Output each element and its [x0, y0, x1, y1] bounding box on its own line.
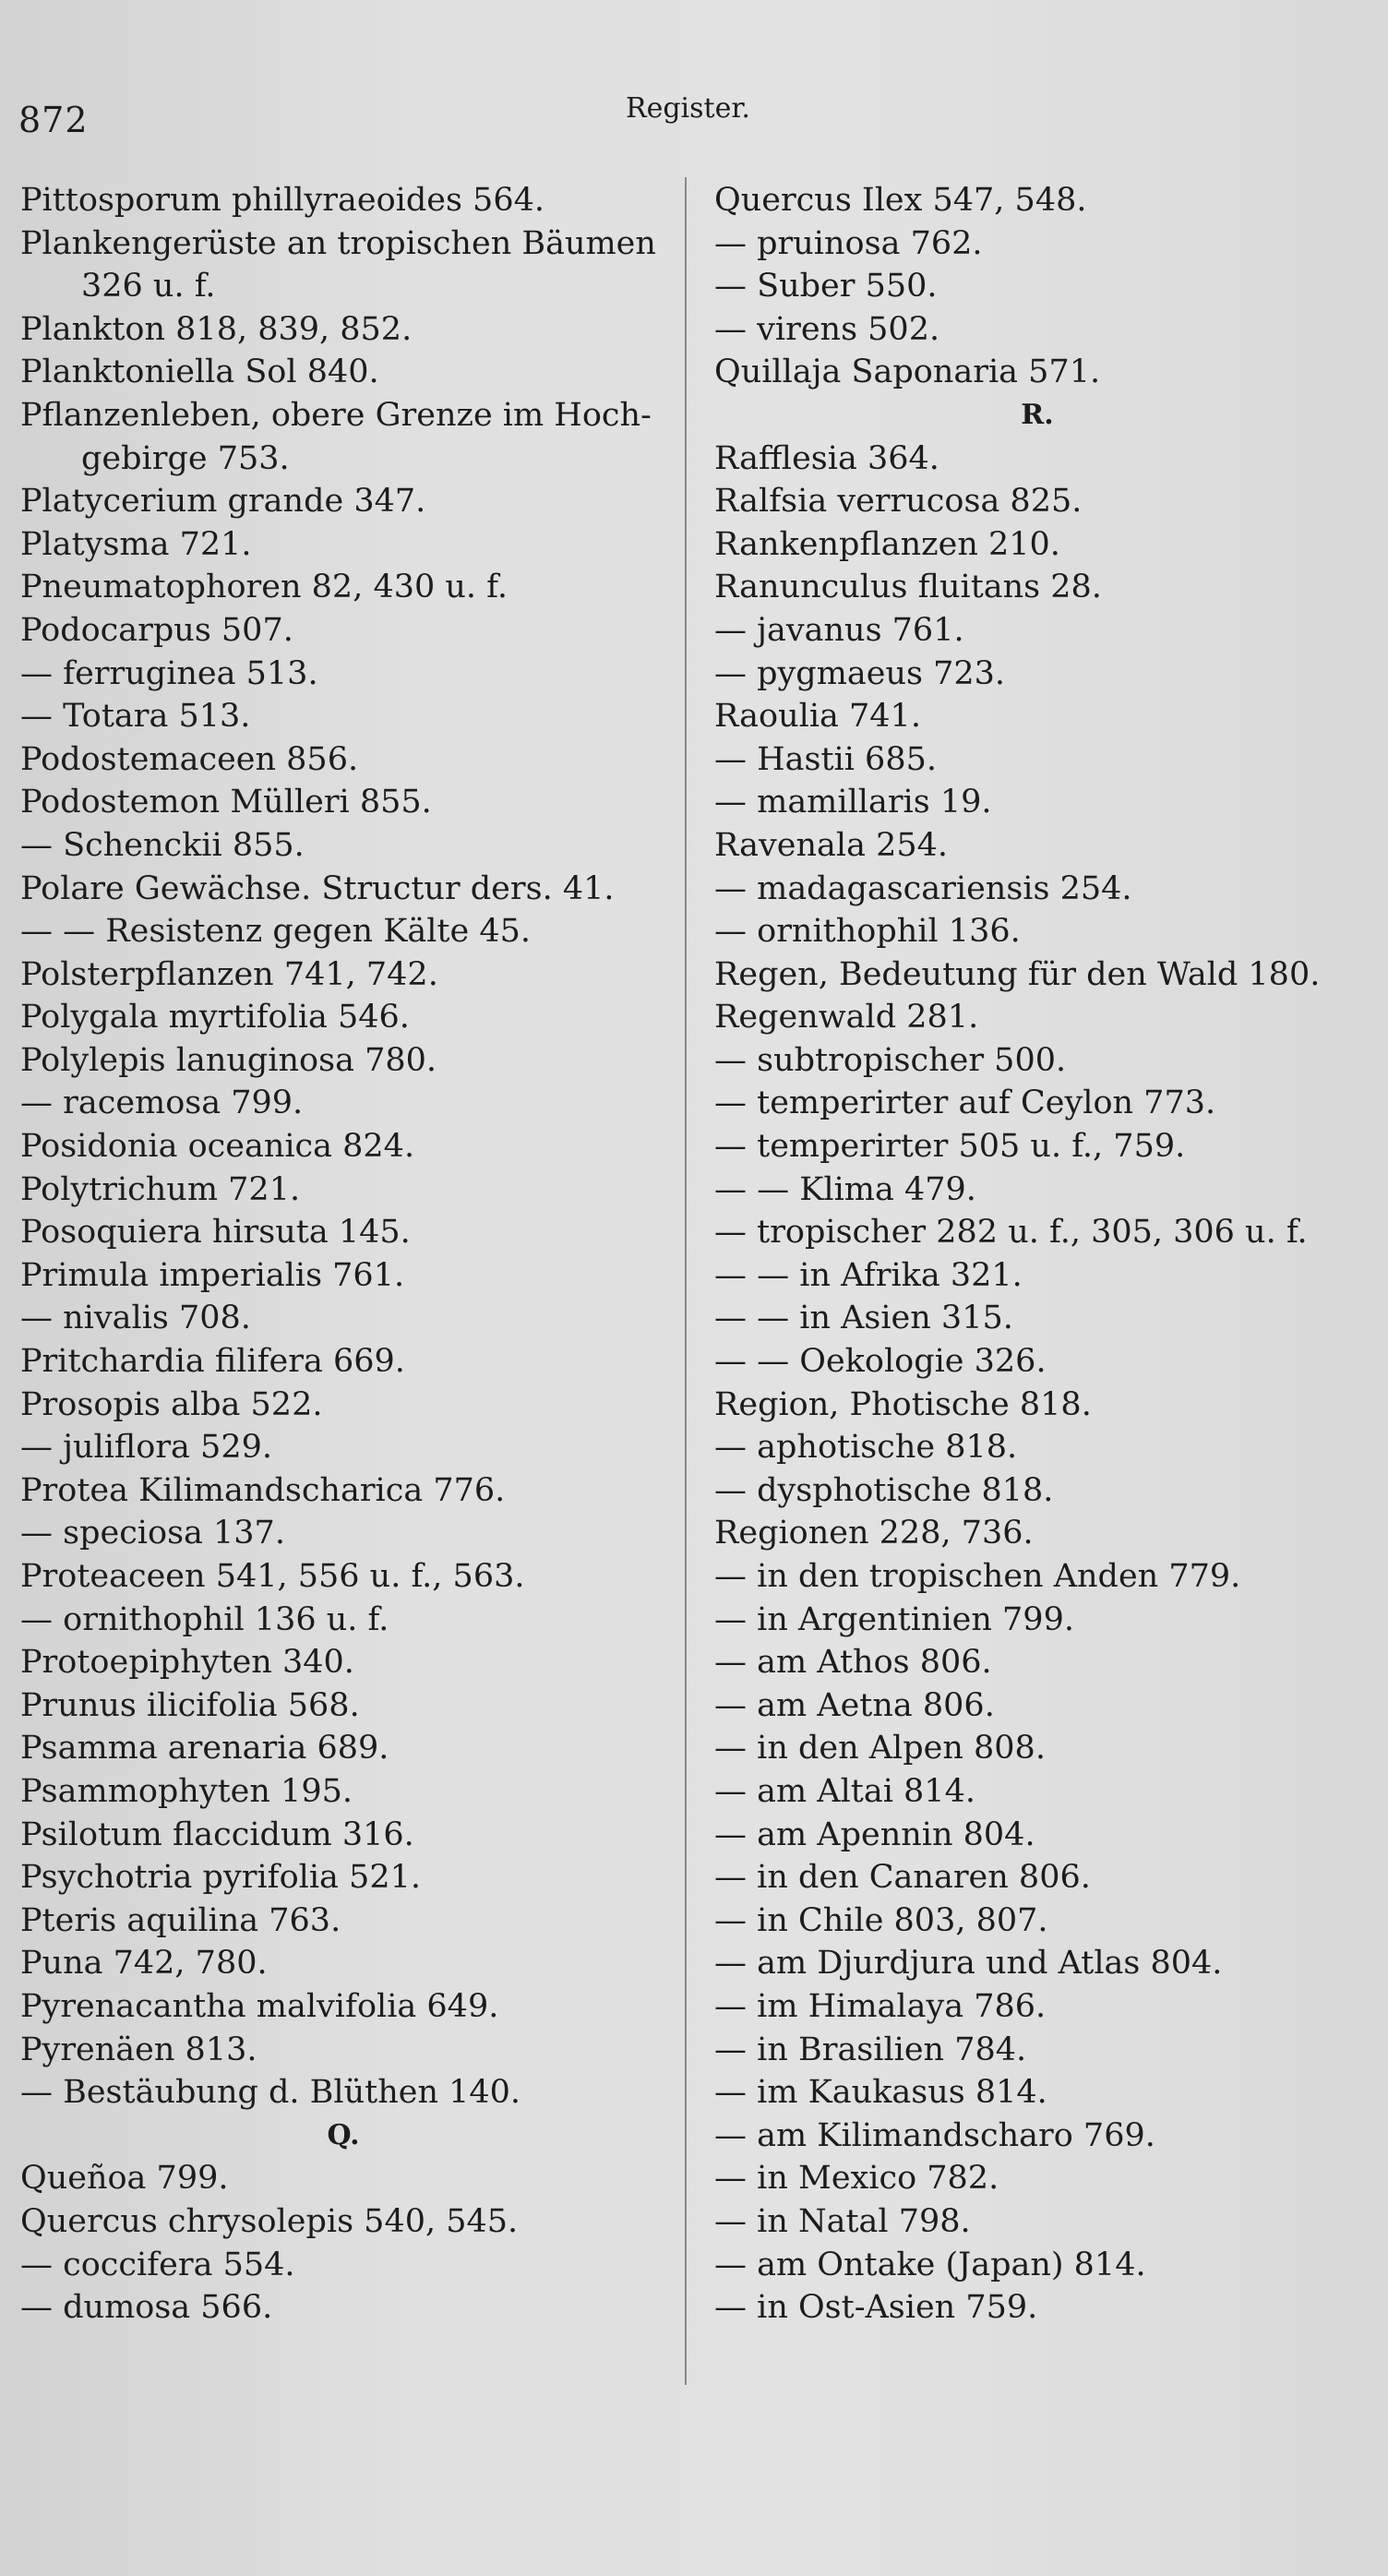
index-entry: — subtropischer 500.	[714, 1041, 1067, 1079]
index-entry: — dumosa 566.	[20, 2289, 273, 2327]
index-entry: Pteris aquilina 763.	[20, 1901, 341, 1939]
index-entry: — in den Alpen 808.	[714, 1730, 1046, 1767]
index-entry: Quercus chrysolepis 540, 545.	[20, 2202, 519, 2240]
index-entry: — am Altai 814.	[714, 1772, 975, 1810]
index-entry: Region, Photische 818.	[714, 1385, 1092, 1423]
index-entry: — Hastii 685.	[714, 740, 937, 778]
index-entry: Queñoa 799.	[20, 2160, 229, 2198]
index-entry: — am Ontake (Japan) 814.	[714, 2246, 1146, 2283]
index-entry: Puna 742, 780.	[20, 1945, 268, 1983]
index-entry: Psychotria pyrifolia 521.	[20, 1859, 421, 1897]
index-entry: — pygmaeus 723.	[714, 654, 1006, 692]
letter-heading: R.	[1021, 398, 1054, 431]
index-entry: — in Ost-Asien 759.	[714, 2289, 1038, 2327]
index-entry: Raoulia 741.	[714, 698, 921, 736]
index-entry: — am Djurdjura und Atlas 804.	[714, 1945, 1223, 1983]
index-entry: — ferruginea 513.	[20, 654, 318, 692]
index-entry: — in den Canaren 806.	[714, 1859, 1091, 1897]
index-entry: — racemosa 799.	[20, 1084, 304, 1122]
index-entry: — in Chile 803, 807.	[714, 1901, 1048, 1939]
index-entry: Polygala myrtifolia 546.	[20, 999, 410, 1036]
index-entry: Proteaceen 541, 556 u. f., 563.	[20, 1558, 525, 1595]
index-entry: Pneumatophoren 82, 430 u. f.	[20, 569, 509, 606]
index-column-left	[20, 179, 685, 2330]
index-entry: — javanus 761.	[714, 611, 964, 649]
index-entry: — ornithophil 136.	[714, 913, 1021, 951]
index-entry: Ravenala 254.	[714, 826, 949, 864]
index-entry: — Schenckii 855.	[20, 826, 305, 864]
index-entry: Posoquiera hirsuta 145.	[20, 1214, 411, 1252]
index-entry: Regen, Bedeutung für den Wald 180.	[714, 955, 1321, 993]
index-entry: — — in Afrika 321.	[714, 1256, 1023, 1294]
index-entry: — in den tropischen Anden 779.	[714, 1558, 1241, 1595]
index-entry: — in Mexico 782.	[714, 2160, 999, 2198]
index-entry: — in Brasilien 784.	[714, 2031, 1027, 2068]
index-entry: — dysphotische 818.	[714, 1471, 1054, 1509]
running-head: Register.	[626, 92, 750, 125]
index-entry: Ralfsia verrucosa 825.	[714, 483, 1083, 521]
index-entry: Posidonia oceanica 824.	[20, 1128, 415, 1166]
index-entry: — pruinosa 762.	[714, 224, 983, 262]
index-entry: Polylepis lanuginosa 780.	[20, 1041, 437, 1079]
index-entry: gebirge 753.	[81, 439, 290, 477]
index-entry: — temperirter auf Ceylon 773.	[714, 1084, 1216, 1122]
index-entry: — — Oekologie 326.	[714, 1343, 1047, 1381]
index-entry: — im Kaukasus 814.	[714, 2074, 1047, 2112]
index-entry: — Totara 513.	[20, 698, 251, 736]
index-column-right	[714, 179, 1379, 2330]
index-entry: — speciosa 137.	[20, 1515, 285, 1552]
index-entry: — am Athos 806.	[714, 1644, 992, 1682]
index-entry: — tropischer 282 u. f., 305, 306 u. f.	[714, 1214, 1308, 1252]
index-entry: — madagascariensis 254.	[714, 869, 1132, 907]
index-entry: Podocarpus 507.	[20, 611, 293, 649]
index-entry: — in Natal 798.	[714, 2202, 971, 2240]
index-entry: — — Klima 479.	[714, 1170, 976, 1208]
index-entry: Polsterpflanzen 741, 742.	[20, 955, 438, 993]
index-entry: — ornithophil 136 u. f.	[20, 1600, 389, 1638]
index-entry: — — Resistenz gegen Kälte 45.	[20, 913, 531, 951]
index-entry: — juliflora 529.	[20, 1429, 272, 1467]
index-entry: Psammophyten 195.	[20, 1772, 353, 1810]
index-entry: Polytrichum 721.	[20, 1170, 301, 1208]
index-entry: — Bestäubung d. Blüthen 140.	[20, 2074, 521, 2112]
index-entry: Quercus Ilex 547, 548.	[714, 182, 1087, 219]
letter-heading: Q.	[327, 2118, 360, 2151]
index-entry: Planktoniella Sol 840.	[20, 353, 379, 391]
index-entry: Podostemon Mülleri 855.	[20, 784, 432, 821]
column-divider	[685, 177, 687, 2385]
index-entry: — in Argentinien 799.	[714, 1600, 1074, 1638]
index-entry: Psamma arenaria 689.	[20, 1730, 389, 1767]
index-entry: Pittosporum phillyraeoides 564.	[20, 182, 544, 219]
index-entry: — virens 502.	[714, 310, 940, 348]
index-entry: — aphotische 818.	[714, 1429, 1018, 1467]
index-entry: Podostemaceen 856.	[20, 740, 359, 778]
page-number: 872	[18, 100, 89, 140]
index-entry: Regionen 228, 736.	[714, 1515, 1034, 1552]
index-entry: Pyrenacantha malvifolia 649.	[20, 1987, 499, 2025]
index-entry: Ranunculus fluitans 28.	[714, 569, 1102, 606]
index-entry: — nivalis 708.	[20, 1300, 251, 1337]
index-entry: — am Apennin 804.	[714, 1815, 1035, 1853]
index-entry: Plankton 818, 839, 852.	[20, 310, 413, 348]
index-entry: Pflanzenleben, obere Grenze im Hoch-	[20, 396, 652, 434]
index-entry: Platysma 721.	[20, 525, 252, 563]
index-entry: Polare Gewächse. Structur ders. 41.	[20, 869, 615, 907]
index-entry: Protoepiphyten 340.	[20, 1644, 354, 1682]
index-entry: Rafflesia 364.	[714, 439, 939, 477]
index-entry: — — in Asien 315.	[714, 1300, 1013, 1337]
index-entry: Platycerium grande 347.	[20, 483, 426, 521]
index-entry: Psilotum flaccidum 316.	[20, 1815, 414, 1853]
index-entry: — Suber 550.	[714, 268, 938, 306]
index-entry: — am Kilimandscharo 769.	[714, 2116, 1155, 2154]
index-entry: Prunus ilicifolia 568.	[20, 1686, 360, 1724]
index-entry: Protea Kilimandscharica 776.	[20, 1471, 506, 1509]
index-entry: 326 u. f.	[81, 268, 216, 306]
index-entry: — mamillaris 19.	[714, 784, 992, 821]
index-entry: Regenwald 281.	[714, 999, 979, 1036]
index-entry: Primula imperialis 761.	[20, 1256, 405, 1294]
index-entry: Prosopis alba 522.	[20, 1385, 323, 1423]
index-entry: — im Himalaya 786.	[714, 1987, 1047, 2025]
index-entry: — temperirter 505 u. f., 759.	[714, 1128, 1186, 1166]
index-entry: — coccifera 554.	[20, 2246, 295, 2283]
index-entry: Quillaja Saponaria 571.	[714, 353, 1101, 391]
index-entry: Plankengerüste an tropischen Bäumen	[20, 224, 656, 262]
index-entry: Rankenpflanzen 210.	[714, 525, 1060, 563]
index-entry: Pyrenäen 813.	[20, 2031, 257, 2068]
index-entry: Pritchardia filifera 669.	[20, 1343, 405, 1381]
index-entry: — am Aetna 806.	[714, 1686, 995, 1724]
